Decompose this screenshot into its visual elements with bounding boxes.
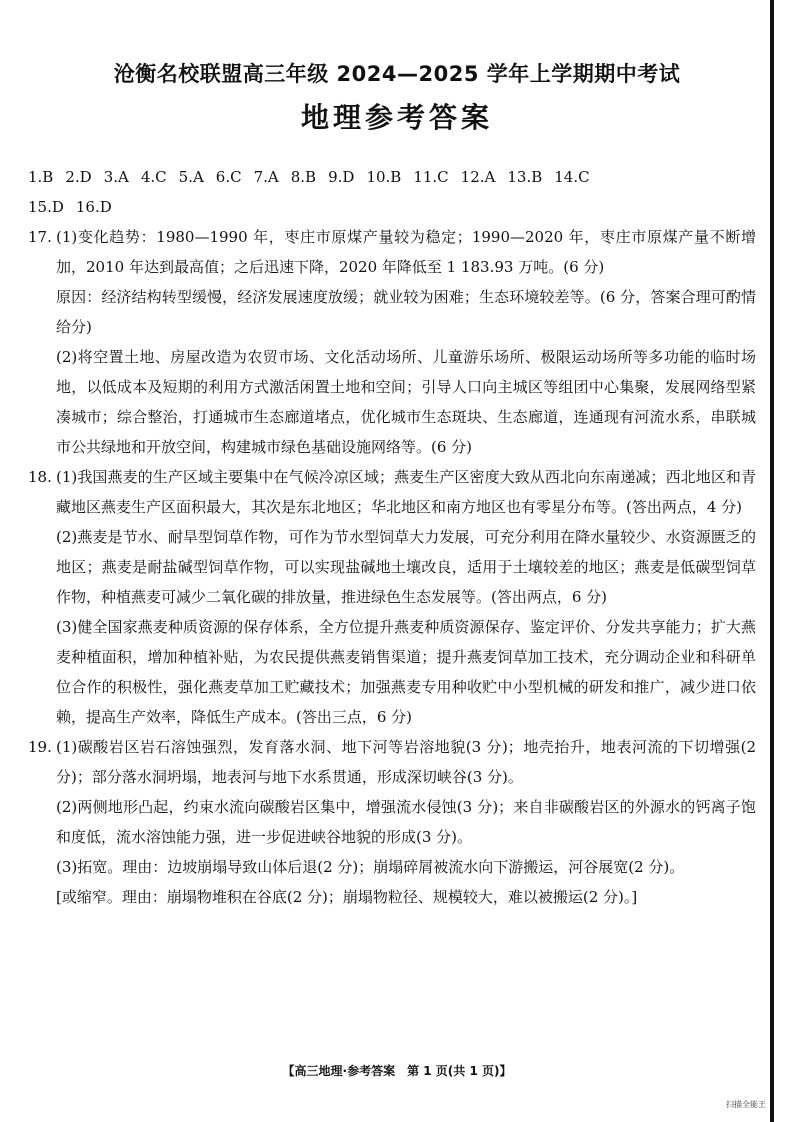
mc-answer: 3.A xyxy=(103,168,129,186)
mc-answer: 8.B xyxy=(290,168,317,186)
mc-answer: 12.A xyxy=(460,168,496,186)
mc-answer: 11.C xyxy=(413,168,449,186)
scanner-watermark: 扫描全能王 xyxy=(726,1100,766,1109)
mc-answers-row-2 xyxy=(28,192,756,222)
answer-body xyxy=(28,162,756,912)
question-number: 19. xyxy=(28,738,52,756)
question-number: 17. xyxy=(28,228,52,246)
mc-answer: 16.D xyxy=(75,198,112,216)
mc-answer: 7.A xyxy=(253,168,279,186)
exam-title: 沧衡名校联盟高三年级 2024—2025 学年上学期期中考试 xyxy=(113,62,681,86)
mc-answer: 1.B xyxy=(28,168,54,186)
q17-part2: (2)将空置土地、房屋改造为农贸市场、文化活动场所、儿童游乐场所、极限运动场所等多功能的临时场地，以低成本及短期的利用方式激活闲置土地和空间；引导人口向主城区等组团中心集聚，发展网络型紧凑城市；综合整治，打通城市生态廊道堵点，优化城市生态斑块、生态廊道，连通现有河流水系，串联城市公共绿地和开放空间，构建城市绿色基础设施网络等。(6 分) xyxy=(56,348,756,456)
page-edge-rule xyxy=(770,0,774,1122)
q19-part2: (2)两侧地形凸起，约束水流向碳酸岩区集中，增强流水侵蚀(3 分)；来自非碳酸岩区的外源水的钙离子饱和度低，流水溶蚀能力强，进一步促进峡谷地貌的形成(3 分)。 xyxy=(56,798,756,846)
q19-part3: (3)拓宽。理由：边坡崩塌导致山体后退(2 分)；崩塌碎屑被流水向下游搬运，河谷展宽(2 分)。 xyxy=(56,858,685,876)
q18-part3: (3)健全国家燕麦种质资源的保存体系，全方位提升燕麦种质资源保存、鉴定评价、分发共享能力；扩大燕麦种植面积，增加种植补贴，为农民提供燕麦销售渠道；提升燕麦饲草加工技术，充分调动企业和科研单位合作的积极性，强化燕麦草加工贮藏技术；加强燕麦专用种收贮中小型机械的研发和推广，减少进口依赖，提高生产效率，降低生产成本。(答出三点，6 分) xyxy=(56,618,756,726)
q17-part1-trend: (1)变化趋势：1980—1990 年，枣庄市原煤产量较为稳定；1990—2020 年，枣庄市原煤产量不断增加，2010 年达到最高值；之后迅速下降，2020 年降低至 1 183.93 万吨。(6 分) xyxy=(56,228,756,276)
mc-answer: 6.C xyxy=(215,168,242,186)
q18-part2: (2)燕麦是节水、耐旱型饲草作物，可作为节水型饲草大力发展，可充分利用在降水量较少、水资源匮乏的地区；燕麦是耐盐碱型饲草作物，可以实现盐碱地土壤改良，适用于土壤较差的地区；燕麦是低碳型饲草作物，种植燕麦可减少二氧化碳的排放量，推进绿色生态发展等。(答出两点，6 分) xyxy=(56,528,756,606)
answer-key-title: 地理参考答案 xyxy=(300,101,493,134)
q19-part1: (1)碳酸岩区岩石溶蚀强烈，发育落水洞、地下河等岩溶地貌(3 分)；地壳抬升，地表河流的下切增强(2 分)；部分落水洞坍塌，地表河与地下水系贯通，形成深切峡谷(3 分)。 xyxy=(56,738,756,786)
mc-answer: 15.D xyxy=(28,198,64,216)
question-17 xyxy=(28,222,756,462)
mc-answer: 14.C xyxy=(554,168,590,186)
mc-answers-row-1 xyxy=(28,162,756,192)
mc-answer: 10.B xyxy=(366,168,402,186)
question-number: 18. xyxy=(28,468,52,486)
q19-part3-alt: [或缩窄。理由：崩塌物堆积在谷底(2 分)；崩塌物粒径、规模较大，难以被搬运(2 分)。] xyxy=(56,888,638,906)
page-footer: 【高三地理·参考答案 第 1 页(共 1 页)】 xyxy=(282,1064,512,1078)
mc-answer: 5.A xyxy=(178,168,204,186)
mc-answer: 2.D xyxy=(65,168,92,186)
mc-answer: 13.B xyxy=(507,168,543,186)
q18-part1: (1)我国燕麦的生产区域主要集中在气候冷凉区域；燕麦生产区密度大致从西北向东南递减；西北地区和青藏地区燕麦生产区面积最大，其次是东北地区；华北地区和南方地区也有零星分布等。(答出两点，4 分) xyxy=(56,468,756,516)
q17-part1-reason: 原因：经济结构转型缓慢，经济发展速度放缓；就业较为困难；生态环境较差等。(6 分，答案合理可酌情给分) xyxy=(56,288,756,336)
question-19 xyxy=(28,732,756,912)
mc-answer: 9.D xyxy=(328,168,355,186)
mc-answer: 4.C xyxy=(140,168,167,186)
question-18 xyxy=(28,462,756,732)
